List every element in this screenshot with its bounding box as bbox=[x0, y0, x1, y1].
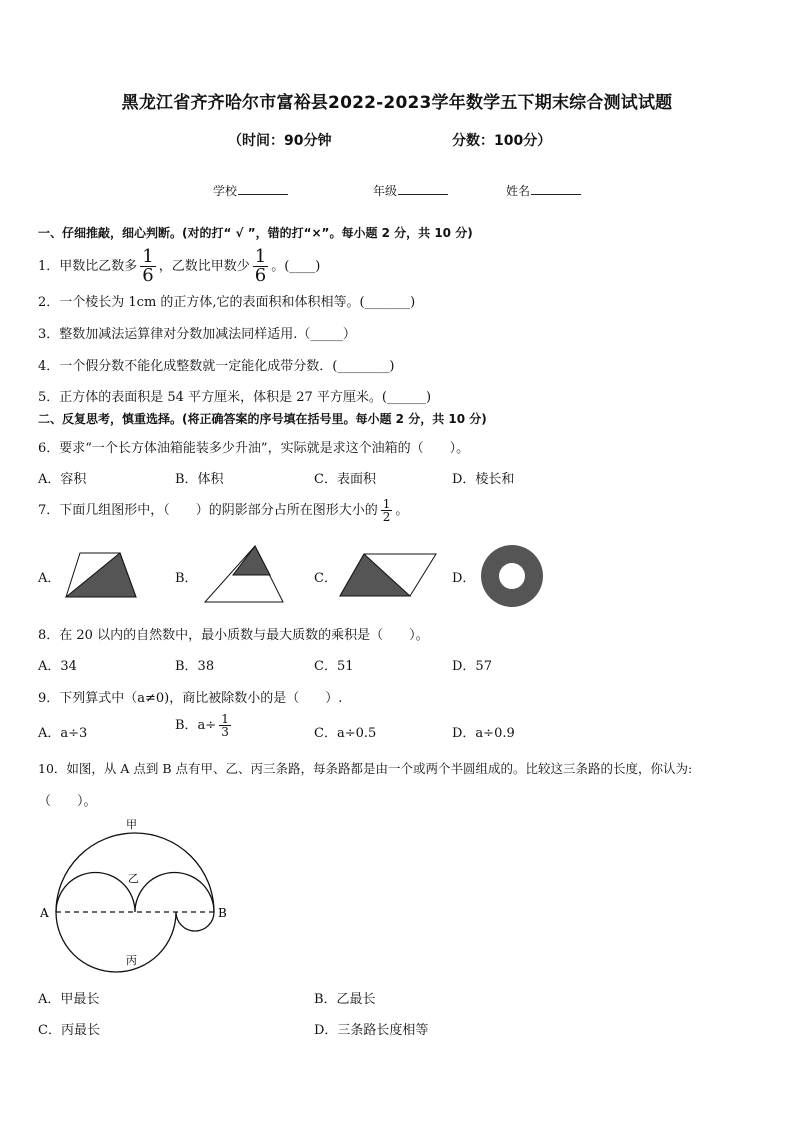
question-8: 8．在 20 以内的自然数中，最小质数与最大质数的乘积是（ ）。 bbox=[38, 628, 429, 643]
q1-text-b: ，乙数比甲数少 bbox=[158, 259, 250, 274]
exam-time: （时间：90分钟 bbox=[228, 133, 332, 149]
question-4: 4．一个假分数不能化成整数就一定能化成带分数．(________) bbox=[38, 359, 395, 374]
school-field[interactable] bbox=[213, 182, 288, 199]
label-bing: 丙 bbox=[126, 954, 137, 967]
question-7 bbox=[38, 498, 408, 523]
grade-label: 年级 bbox=[373, 184, 398, 198]
name-label: 姓名 bbox=[506, 184, 531, 198]
label-point-a: A bbox=[40, 906, 49, 920]
q6-option-d[interactable]: D．棱长和 bbox=[452, 472, 515, 487]
grade-blank[interactable] bbox=[398, 183, 448, 195]
q6-option-c[interactable]: C．表面积 bbox=[314, 472, 376, 487]
q9-option-d[interactable]: D．a÷0.9 bbox=[452, 726, 515, 741]
q6-option-a[interactable]: A．容积 bbox=[38, 472, 87, 487]
figure-three-paths bbox=[38, 812, 238, 972]
q8-option-c[interactable]: C．51 bbox=[314, 659, 354, 674]
q10-option-c[interactable]: C．丙最长 bbox=[38, 1023, 100, 1038]
q1-text-c: 。(____) bbox=[271, 259, 321, 274]
q10-option-b[interactable]: B．乙最长 bbox=[314, 992, 376, 1007]
figure-triangle-b bbox=[203, 544, 285, 604]
label-point-b: B bbox=[218, 906, 227, 920]
q7-stem: 7．下面几组图形中，（ ）的阴影部分占所在图形大小的 bbox=[38, 503, 378, 518]
question-3: 3．整数加减法运算律对分数加减法同样适用.（_____） bbox=[38, 327, 356, 342]
question-6: 6．要求“一个长方体油箱能装多少升油”，实际就是求这个油箱的（ ）。 bbox=[38, 441, 470, 456]
q7-option-b[interactable]: B． bbox=[175, 571, 198, 586]
figure-parallelogram-c bbox=[338, 552, 438, 598]
label-jia: 甲 bbox=[126, 818, 137, 831]
fraction-one-half: $\frac{1}{2}$ bbox=[382, 497, 391, 524]
question-9: 9．下列算式中（a≠0)，商比被除数小的是（ ）. bbox=[38, 691, 343, 706]
q7-option-c[interactable]: C． bbox=[314, 571, 337, 586]
q9-option-b[interactable] bbox=[175, 713, 234, 738]
label-yi: 乙 bbox=[128, 872, 139, 885]
q8-option-a[interactable]: A．34 bbox=[38, 659, 77, 674]
fraction-one-sixth: $\frac{1}{6}$ bbox=[142, 246, 154, 286]
school-label: 学校 bbox=[213, 184, 238, 198]
q6-option-b[interactable]: B．体积 bbox=[175, 472, 224, 487]
name-blank[interactable] bbox=[531, 183, 581, 195]
question-10-blank: （ ）。 bbox=[38, 794, 97, 809]
q7-option-a[interactable]: A． bbox=[38, 571, 61, 586]
q7-option-d[interactable]: D． bbox=[452, 571, 476, 586]
grade-field[interactable] bbox=[373, 182, 448, 199]
q7-end: 。 bbox=[395, 503, 409, 518]
q8-option-d[interactable]: D．57 bbox=[452, 659, 492, 674]
q1-text-a: 1．甲数比乙数多 bbox=[38, 259, 138, 274]
q9-option-a[interactable]: A．a÷3 bbox=[38, 726, 88, 741]
fraction-one-third: $\frac{1}{3}$ bbox=[221, 712, 229, 739]
exam-score: 分数：100分） bbox=[452, 133, 552, 149]
figure-ring-d bbox=[479, 543, 545, 609]
q10-option-a[interactable]: A．甲最长 bbox=[38, 992, 100, 1007]
q10-option-d[interactable]: D．三条路长度相等 bbox=[314, 1023, 429, 1038]
figure-trapezoid-a bbox=[64, 551, 138, 599]
q8-option-b[interactable]: B．38 bbox=[175, 659, 215, 674]
fraction-one-sixth-2: $\frac{1}{6}$ bbox=[254, 246, 267, 286]
section1-heading: 一、仔细推敲，细心判断。(对的打“ √ ”，错的打“×”。每小题 2 分，共 10 分) bbox=[38, 226, 473, 240]
q9-option-b-text: B．a÷ bbox=[175, 718, 217, 733]
school-blank[interactable] bbox=[238, 183, 288, 195]
question-10: 10．如图，从 A 点到 B 点有甲、乙、丙三条路，每条路都是由一个或两个半圆组成的。比较这三条路的长度，你认为: bbox=[38, 761, 693, 776]
question-5: 5．正方体的表面积是 54 平方厘米，体积是 27 平方厘米。(______) bbox=[38, 390, 432, 405]
page-title: 黑龙江省齐齐哈尔市富裕县2022-2023学年数学五下期末综合测试试题 bbox=[121, 93, 673, 113]
section2-heading: 二、反复思考，慎重选择。(将正确答案的序号填在括号里。每小题 2 分，共 10 分) bbox=[38, 412, 487, 426]
name-field[interactable] bbox=[506, 182, 581, 199]
question-1 bbox=[38, 248, 320, 285]
question-2: 2．一个棱长为 1cm 的正方体,它的表面积和体积相等。(_______) bbox=[38, 295, 416, 310]
q9-option-c[interactable]: C．a÷0.5 bbox=[314, 726, 377, 741]
